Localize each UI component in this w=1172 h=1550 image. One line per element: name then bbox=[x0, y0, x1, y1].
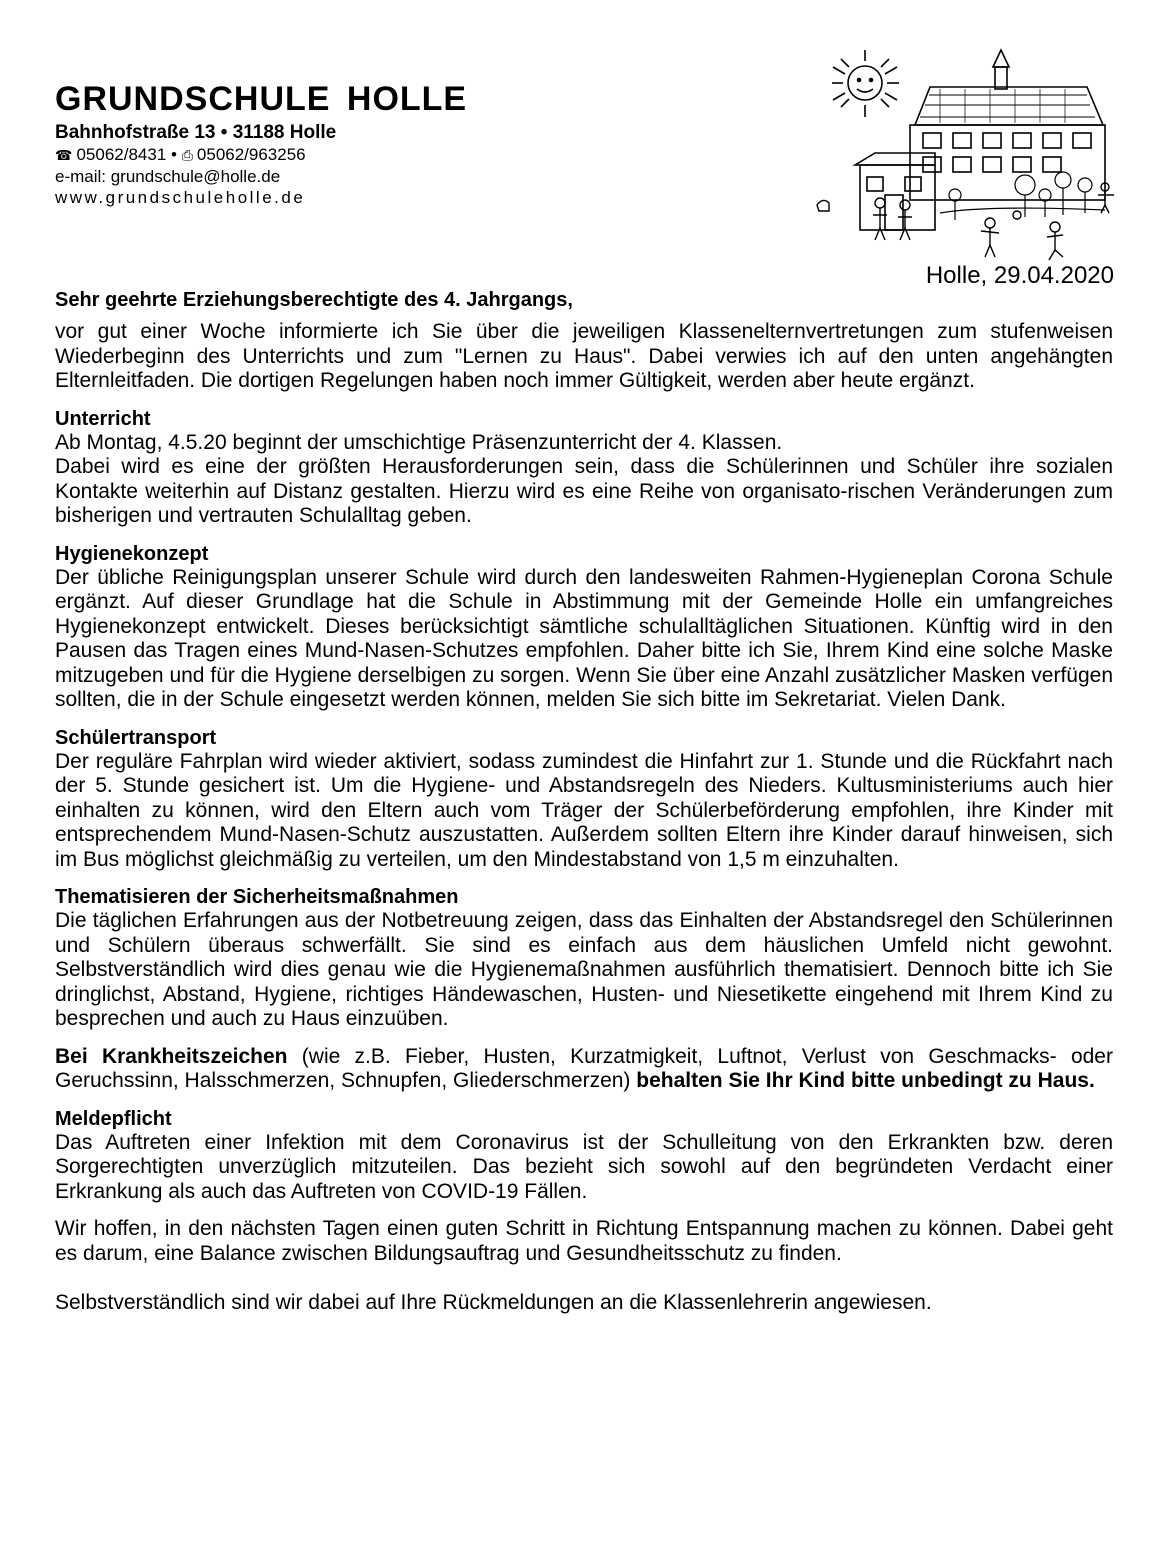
telephone-icon: ☎ bbox=[55, 147, 73, 163]
fax-icon: ⎙ bbox=[181, 147, 193, 163]
section-heading: Thematisieren der Sicherheitsmaßnahmen bbox=[55, 886, 459, 908]
section-text: Das Auftreten einer Infektion mit dem Coronavirus ist der Schulleitung von den Erkrankten bzw. deren Sorgerechtigten unverzüglich mitzuteilen. Das bezieht sich sowohl auf den begründeten Verdacht einer Erkrankung als auch das Auftreten von COVID-19 Fällen. bbox=[55, 1130, 1113, 1203]
section-text: Dabei wird es eine der größten Herausforderungen sein, dass die Schülerinnen und Schüler ihre sozialen Kontakte weiterhin auf Distanz gestalten. Hierzu wird es eine Reihe von organisato-rischen Veränderungen zum bisherigen und vertrauten Schulalltag geben. bbox=[55, 455, 1113, 527]
illness-bold-start: Bei Krankheitszeichen bbox=[55, 1044, 288, 1068]
salutation: Sehr geehrte Erziehungsberechtigte des 4. Jahrgangs, bbox=[55, 289, 573, 311]
section-schuelertransport bbox=[55, 726, 1113, 873]
closing-paragraph: Wir hoffen, in den nächsten Tagen einen guten Schritt in Richtung Entspannung machen zu können. Dabei geht es darum, eine Balance zwischen Bildungsauftrag und Gesundheitsschutz zu finden. bbox=[55, 1217, 1113, 1265]
contact-separator: • bbox=[171, 145, 177, 164]
school-address: Bahnhofstraße 13 • 31188 Holle bbox=[55, 122, 337, 143]
section-text: Der reguläre Fahrplan wird wieder aktiviert, sodass zumindest die Hinfahrt zur 1. Stunde und die Rückfahrt nach der 5. Stunde gesichert ist. Um die Hygiene- und Abstandsregeln des Nieders. Kultusministeriums auch hier einhalten zu können, wird den Eltern auch vom Träger der Schülerbeförderung empfohlen, ihre Kinder mit entsprechendem Mund-Nasen-Schutz auszustatten. Außerdem sollten Eltern ihre Kinder darauf hinweisen, sich im Bus möglichst gleichmäßig zu verteilen, um den Mindestabstand von 1,5 m einzuhalten. bbox=[55, 749, 1113, 871]
section-heading: Meldepflicht bbox=[55, 1107, 172, 1130]
spacer bbox=[55, 1279, 1113, 1291]
contact-line bbox=[55, 144, 615, 166]
letterhead bbox=[55, 80, 615, 208]
school-building-drawing bbox=[855, 50, 1105, 230]
closing-note: Selbstverständlich sind wir dabei auf Ihre Rückmeldungen an die Klassenlehrerin angewiesen. bbox=[55, 1291, 932, 1314]
intro-paragraph: vor gut einer Woche informierte ich Sie über die jeweiligen Klassenelternvertretungen zum stufenweisen Wiederbeginn des Unterrichts und zum "Lernen zu Haus". Dabei verwies ich auf den unten angehängten Elternleitfaden. Die dortigen Regelungen haben noch immer Gültigkeit, werden aber heute ergänzt. bbox=[55, 320, 1113, 392]
garden-drawing bbox=[940, 172, 1105, 220]
website-address: www.grundschuleholle.de bbox=[55, 188, 306, 207]
illness-paragraph bbox=[55, 1045, 1113, 1094]
email-address: e-mail: grundschule@holle.de bbox=[55, 167, 281, 186]
fax-number: 05062/963256 bbox=[196, 145, 306, 164]
phone-number: 05062/8431 bbox=[76, 145, 167, 164]
section-sicherheitsmassnahmen bbox=[55, 885, 1113, 1032]
section-line: Ab Montag, 4.5.20 beginnt der umschichtige Präsenzunterricht der 4. Klassen. bbox=[55, 430, 783, 454]
section-hygienekonzept bbox=[55, 542, 1113, 713]
school-drawing-logo bbox=[805, 45, 1120, 270]
section-text: Die täglichen Erfahrungen aus der Notbetreuung zeigen, dass das Einhalten der Abstandsregel den Schülerinnen und Schülern überaus schwerfällt. Sie sind es einfach aus dem häuslichen Umfeld nicht gewohnt. Selbstverständlich wird dies genau wie die Hygienemaßnahmen ausführlich thematisiert. Dennoch bitte ich Sie dringlichst, Abstand, Hygiene, richtiges Händewaschen, Husten- und Niesetikette eingehend mit Ihrem Kind zu besprechen und auch zu Haus einzuüben. bbox=[55, 909, 1113, 1030]
section-heading: Unterricht bbox=[55, 407, 151, 430]
section-unterricht bbox=[55, 407, 1113, 529]
children-figures bbox=[817, 183, 1114, 260]
letter-date: Holle, 29.04.2020 bbox=[925, 262, 1114, 289]
section-text: Der übliche Reinigungsplan unserer Schule wird durch den landesweiten Rahmen-Hygieneplan Corona Schule ergänzt. Auf dieser Grundlage hat die Schule in Abstimmung mit der Gemeinde Holle ein umfangreiches Hygienekonzept entwickelt. Dieses berücksichtigt sämtliche schulalltäglichen Situationen. Künftig wird in den Pausen das Tragen eines Mund-Nasen-Schutzes empfohlen. Daher bitte ich Sie, Ihrem Kind eine solche Maske mitzugeben und für die Hygiene derselbigen zu sorgen. Wenn Sie über eine Anzahl zusätzlicher Masken verfügen sollten, die in der Schule eingesetzt werden können, melden Sie sich bitte im Sekretariat. Vielen Dank. bbox=[55, 565, 1113, 711]
sun-icon bbox=[832, 50, 899, 117]
section-heading: Schülertransport bbox=[55, 726, 217, 749]
letter-body bbox=[55, 288, 1113, 1329]
school-name: GRUNDSCHULE HOLLE bbox=[55, 80, 468, 118]
illness-bold-end: behalten Sie Ihr Kind bitte unbedingt zu Haus. bbox=[636, 1069, 1095, 1092]
illness-symptoms: (wie z.B. Fieber, Husten, Kurzatmigkeit, Luftnot, Verlust von Geschmacks- oder Geruchssinn, Halsschmerzen, Schnupfen, Gliederschmerzen) bbox=[55, 1044, 1113, 1092]
section-heading: Hygienekonzept bbox=[55, 542, 209, 565]
section-meldepflicht bbox=[55, 1107, 1113, 1205]
